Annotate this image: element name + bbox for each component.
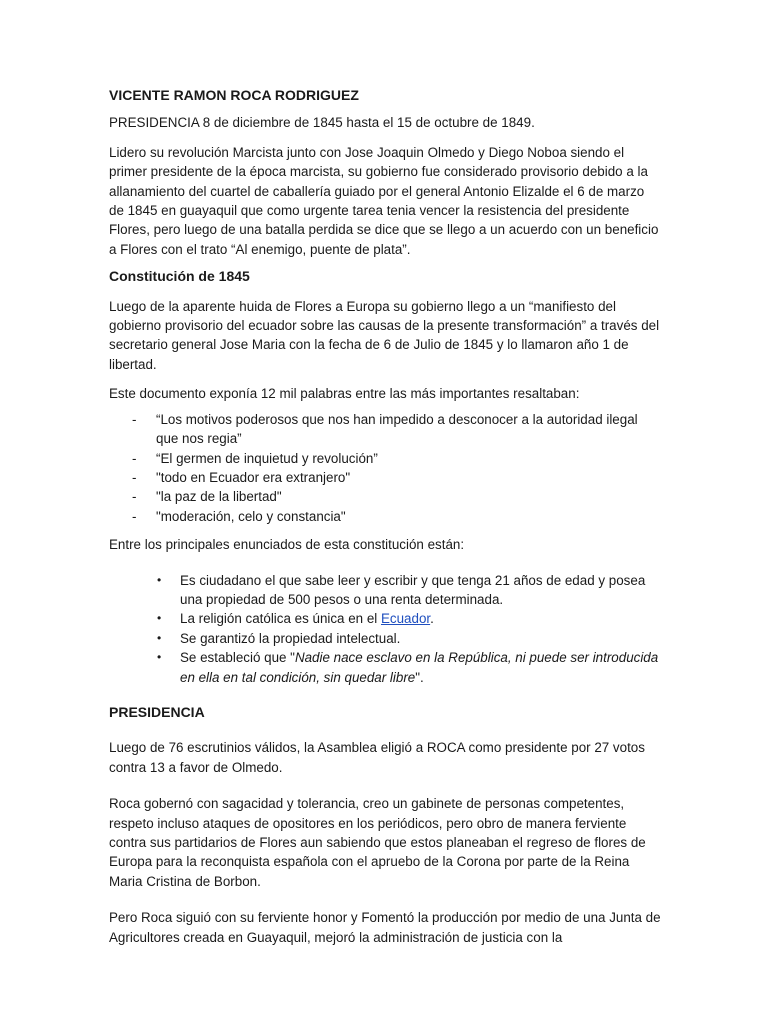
- list-item: [109, 648, 661, 687]
- bullet-marker: •: [157, 630, 162, 645]
- dash-marker: -: [132, 469, 137, 485]
- dash-marker: -: [132, 508, 137, 524]
- paragraph-production: Pero Roca siguió con su ferviente honor y Fomentó la producción por medio de una Junta de Agricultores creada en Guayaquil, mejoró la administración de justicia con la: [109, 910, 661, 945]
- list-item: [109, 487, 661, 506]
- paragraph-principles: Entre los principales enunciados de esta constitución están:: [109, 537, 465, 553]
- principles-list: [109, 571, 661, 687]
- quote-list: [109, 410, 661, 526]
- list-item-text: “Los motivos poderosos que nos han impedido a desconocer a la autoridad ilegal que nos regia”: [156, 411, 638, 447]
- paragraph-government: Roca gobernó con sagacidad y tolerancia, creo un gabinete de personas competentes, respeto incluso ataques de opositores en los periódicos, pero obro de manera ferviente contra sus partidarios de Flores aun sabiendo que estos planeaban el regreso de flores de Europa para la reconquista española con el apruebo de la Corona por parte de la Reina Maria Cristina de Borbon.: [109, 796, 646, 889]
- list-item-text-post: .: [430, 611, 434, 627]
- list-item-text: Se garantizó la propiedad intelectual.: [180, 630, 401, 646]
- list-item-text: "todo en Ecuador era extranjero": [156, 469, 351, 485]
- paragraph-document-words: Este documento exponía 12 mil palabras entre las más importantes resaltaban:: [109, 386, 580, 402]
- ecuador-link[interactable]: Ecuador: [380, 611, 431, 627]
- heading-presidency: PRESIDENCIA: [109, 703, 205, 720]
- heading-constitution: Constitución de 1845: [109, 268, 250, 285]
- dash-marker: -: [132, 411, 137, 427]
- list-item-text: Es ciudadano el que sabe leer y escribir y que tenga 21 años de edad y posea una propiedad de 500 pesos o una renta determinada.: [180, 572, 646, 607]
- paragraph-revolution: Lidero su revolución Marcista junto con Jose Joaquin Olmedo y Diego Noboa siendo el primer presidente de la época marcista, su gobierno fue considerado provisorio debido a la allanamiento del cuartel de caballería guiado por el general Antonio Elizalde el 6 de marzo de 1845 en guayaquil que como urgente tarea tenia vencer la resistencia del presidente Flores, pero luego de una batalla perdida se dice que se llego a un acuerdo con un beneficio a Flores con el trato “Al enemigo, puente de plata”.: [109, 144, 659, 257]
- list-item: [109, 609, 661, 628]
- bullet-marker: •: [157, 611, 162, 626]
- list-item: [109, 507, 661, 526]
- list-item-quote: Nadie nace esclavo en la República, ni puede ser introducida en ella en tal condición, sin quedar libre: [180, 650, 659, 685]
- document-title: VICENTE RAMON ROCA RODRIGUEZ: [109, 87, 359, 103]
- paragraph-election: Luego de 76 escrutinios válidos, la Asamblea eligió a ROCA como presidente por 27 votos contra 13 a favor de Olmedo.: [109, 740, 645, 775]
- list-item: [109, 410, 661, 449]
- list-item: [109, 449, 661, 468]
- paragraph-manifesto: Luego de la aparente huida de Flores a Europa su gobierno llego a un “manifiesto del gobierno provisorio del ecuador sobre las causas de la presente transformación” a través del secretario general Jose Maria con la fecha de 6 de Julio de 1845 y lo llamaron año 1 de libertad.: [109, 298, 660, 372]
- presidency-dates: PRESIDENCIA 8 de diciembre de 1845 hasta el 15 de octubre de 1849.: [109, 115, 535, 131]
- dash-marker: -: [132, 489, 137, 505]
- list-item: [109, 629, 661, 648]
- list-item-text: "la paz de la libertad": [156, 489, 282, 505]
- list-item-text: “El germen de inquietud y revolución”: [156, 450, 378, 466]
- bullet-marker: •: [157, 572, 162, 587]
- list-item-text-post: ".: [415, 669, 424, 685]
- document-body: [109, 86, 661, 947]
- list-item: [109, 571, 661, 610]
- list-item-text: "moderación, celo y constancia": [156, 508, 346, 524]
- list-item: [109, 468, 661, 487]
- dash-marker: -: [132, 450, 137, 466]
- bullet-marker: •: [157, 650, 162, 665]
- list-item-text-pre: La religión católica es única en el: [180, 611, 381, 627]
- list-item-text-pre: Se estableció que ": [180, 650, 295, 666]
